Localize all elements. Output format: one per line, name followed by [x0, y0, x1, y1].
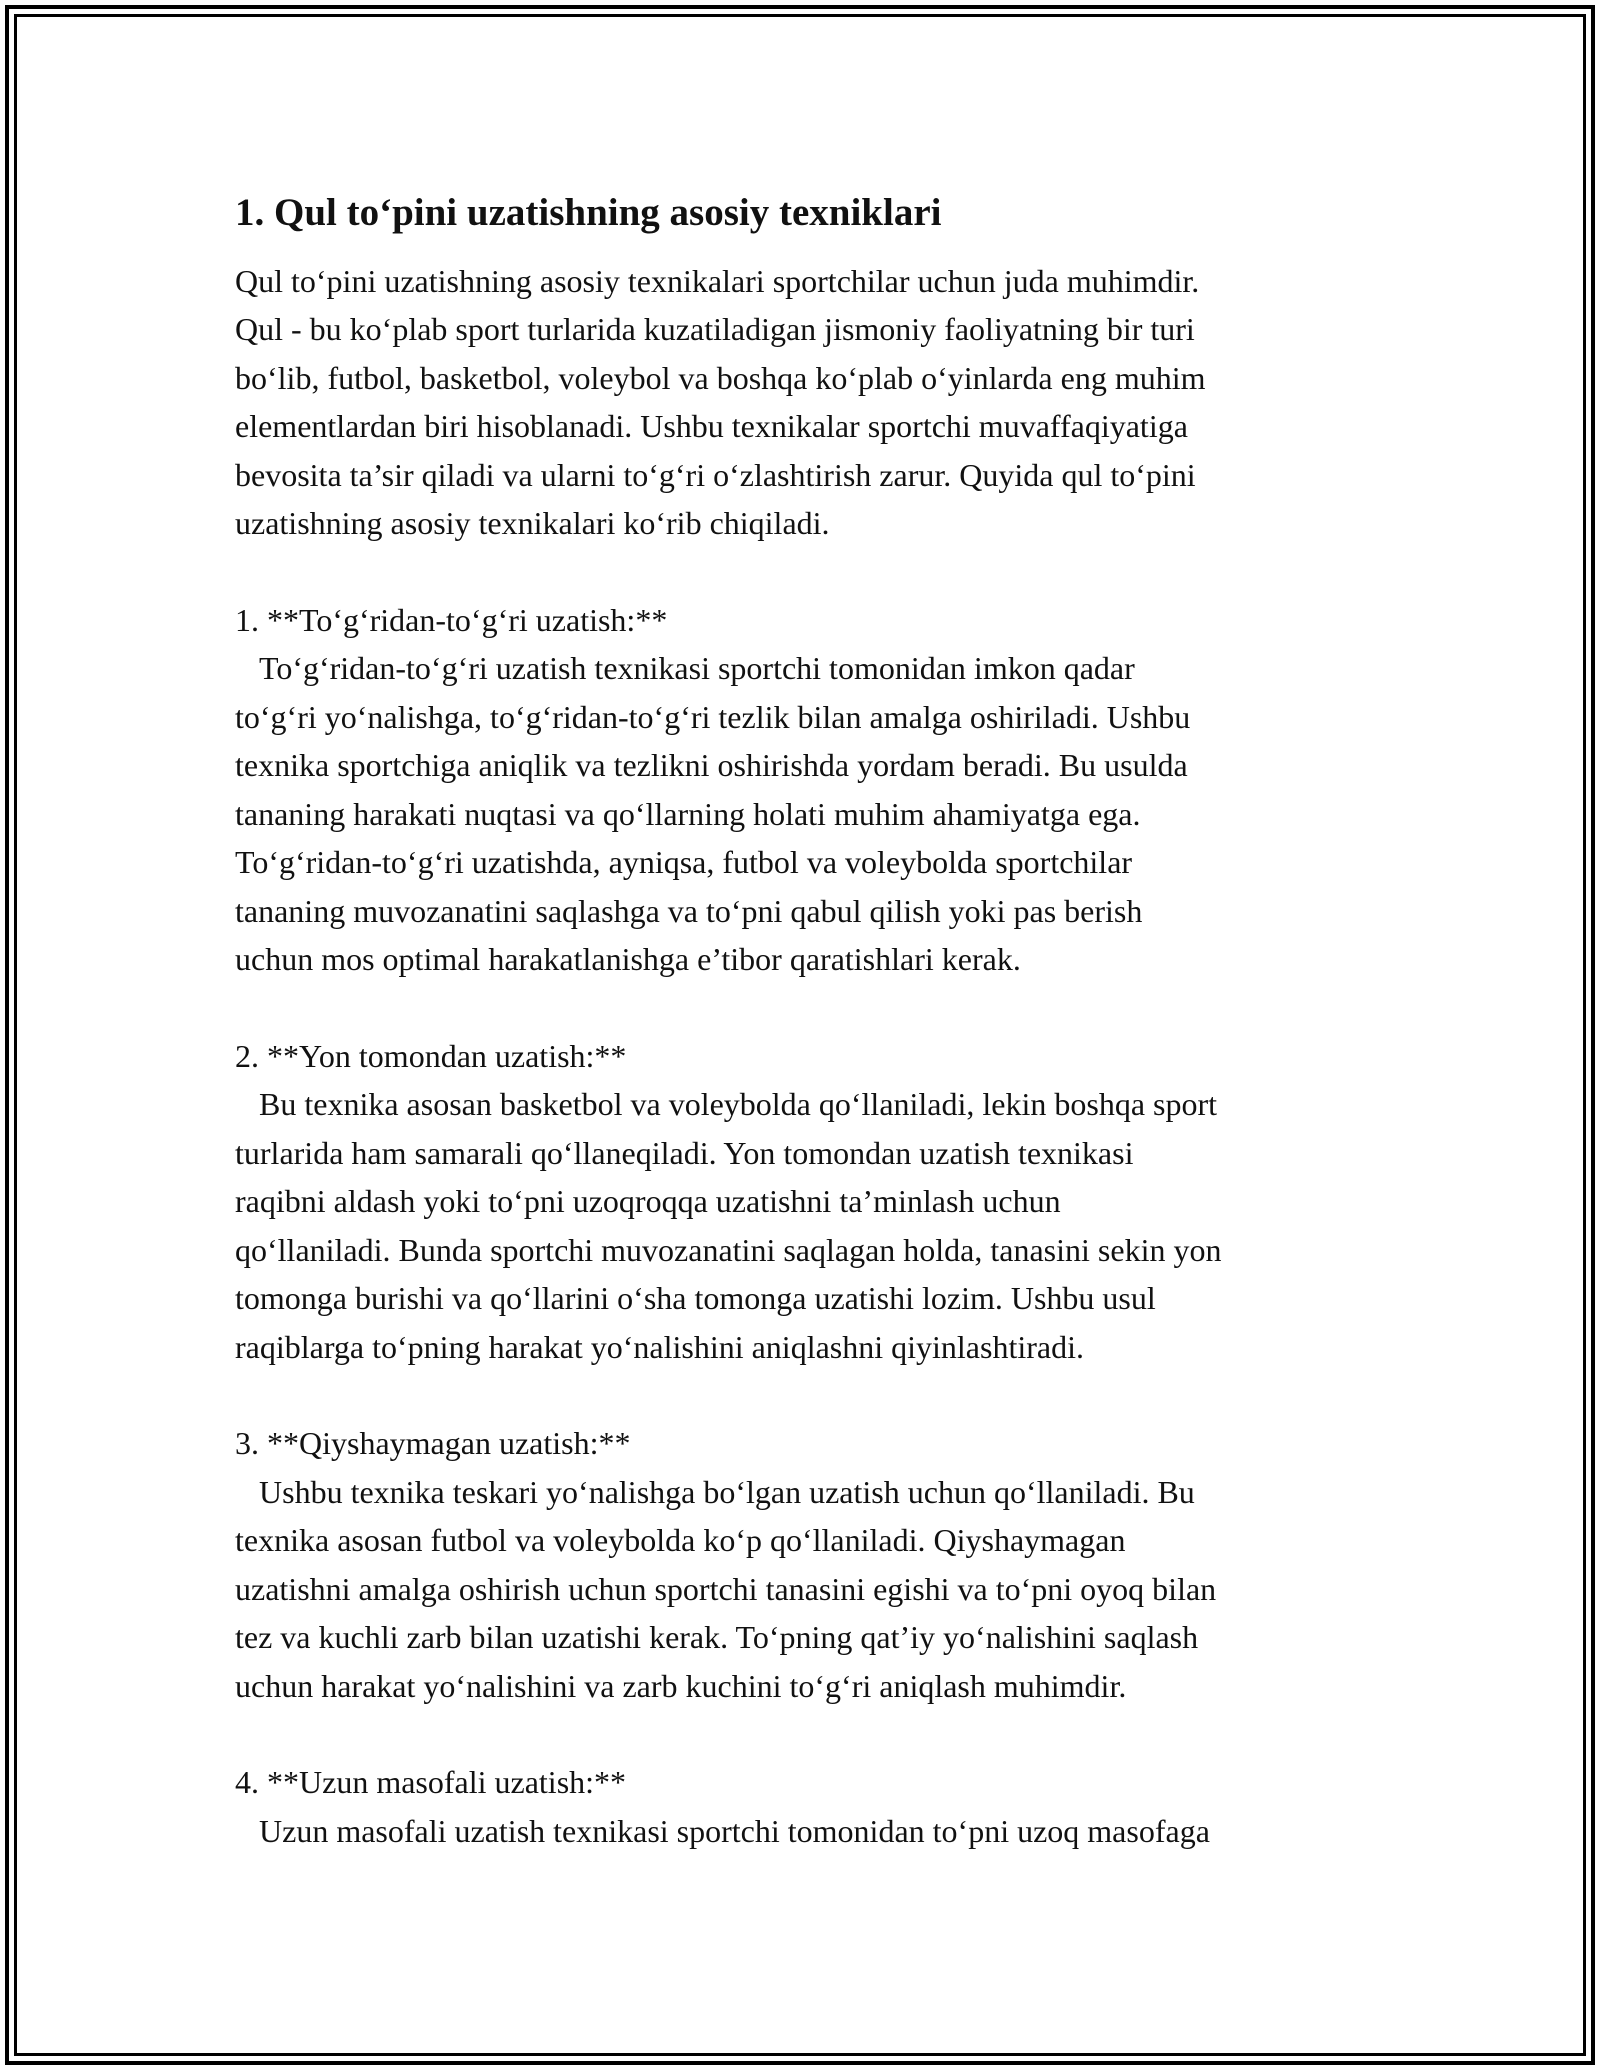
section-title: 3. **Qiyshaymagan uzatish:** [235, 1425, 631, 1462]
document-content [235, 180, 1370, 1855]
section-title: 1. **To‘g‘ridan-to‘g‘ri uzatish:** [235, 601, 668, 638]
section-1 [235, 596, 1370, 984]
section-2 [235, 1032, 1370, 1372]
document-heading: 1. Qul to‘pini uzatishning asosiy texniklari [235, 191, 942, 234]
section-body: Uzun masofali uzatish texnikasi sportchi tomonidan to‘pni uzoq masofaga [235, 1812, 1210, 1849]
section-3 [235, 1419, 1370, 1710]
section-body: To‘g‘ridan-to‘g‘ri uzatish texnikasi sportchi tomonidan imkon qadar to‘g‘ri yo‘nalishga, to‘g‘ridan-to‘g‘ri tezlik bilan amalga oshiriladi. Ushbu texnika sportchiga aniqlik va tezlikni oshirishda yordam beradi. Bu usulda tananing harakati nuqtasi va qo‘llarning holati muhim ahamiyatga ega. To‘g‘ridan-to‘g‘ri uzatishda, ayniqsa, futbol va voleybolda sportchilar tananing muvozanatini saqlashga va to‘pni qabul qilish yoki pas berish uchun mos optimal harakatlanishga e’tibor qaratishlari kerak. [235, 650, 1191, 978]
section-title: 2. **Yon tomondan uzatish:** [235, 1037, 627, 1074]
section-body: Bu texnika asosan basketbol va voleybolda qo‘llaniladi, lekin boshqa sport turlarida ham samarali qo‘llaneqiladi. Yon tomondan uzatish texnikasi raqibni aldash yoki to‘pni uzoqroqqa uzatishni ta’minlash uchun qo‘llaniladi. Bunda sportchi muvozanatini saqlagan holda, tanasini sekin yon tomonga burishi va qo‘llarini o‘sha tomonga uzatishi lozim. Ushbu usul raqiblarga to‘pning harakat yo‘nalishini aniqlashni qiyinlashtiradi. [235, 1086, 1222, 1365]
intro-paragraph: Qul to‘pini uzatishning asosiy texnikalari sportchilar uchun juda muhimdir. Qul - bu ko‘plab sport turlarida kuzatiladigan jismoniy faoliyatning bir turi bo‘lib, futbol, basketbol, voleybol va boshqa ko‘plab o‘yinlarda eng muhim elementlardan biri hisoblanadi. Ushbu texnikalar sportchi muvaffaqiyatiga bevosita ta’sir qiladi va ularni to‘g‘ri o‘zlashtirish zarur. Quyida qul to‘pini uzatishning asosiy texnikalari ko‘rib chiqiladi. [235, 262, 1206, 542]
section-title: 4. **Uzun masofali uzatish:** [235, 1764, 627, 1801]
section-4 [235, 1758, 1370, 1855]
section-body: Ushbu texnika teskari yo‘nalishga bo‘lgan uzatish uchun qo‘llaniladi. Bu texnika asosan futbol va voleybolda ko‘p qo‘llaniladi. Qiyshaymagan uzatishni amalga oshirish uchun sportchi tanasini egishi va to‘pni oyoq bilan tez va kuchli zarb bilan uzatishi kerak. To‘pning qat’iy yo‘nalishini saqlash uchun harakat yo‘nalishini va zarb kuchini to‘g‘ri aniqlash muhimdir. [235, 1473, 1217, 1704]
